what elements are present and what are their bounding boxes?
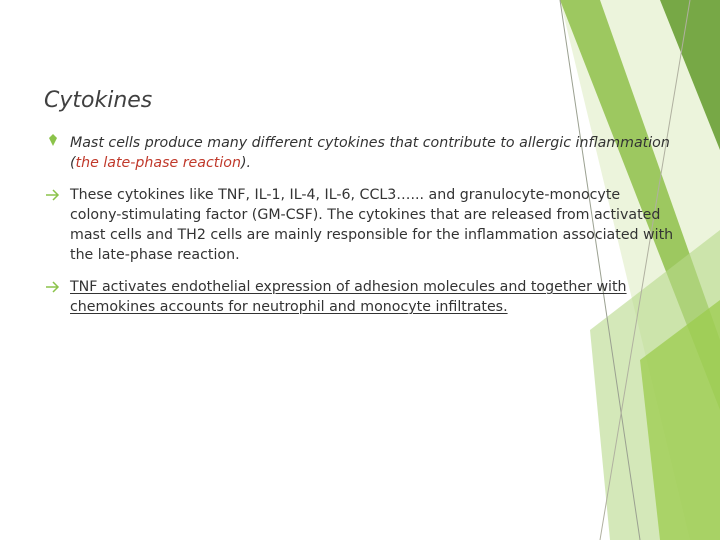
bullet-1-highlight: the late-phase reaction xyxy=(75,155,241,171)
diamond-bullet-icon xyxy=(44,133,64,153)
arrow-bullet-icon xyxy=(44,277,64,297)
slide-title: Cytokines xyxy=(44,88,153,113)
bullet-item-1 xyxy=(44,133,674,173)
bullet-2-text: These cytokines like TNF, IL-1, IL-4, IL-6, CCL3…... and granulocyte-monocyte colony-stimulating factor (GM-CSF). The cytokines that are released from activated mast cells and TH2 cells are mainly responsible for the inflammation associated with the late-phase reaction. xyxy=(70,187,674,263)
arrow-bullet-icon xyxy=(44,185,64,205)
bullet-item-3 xyxy=(44,277,674,317)
bullet-item-2 xyxy=(44,185,674,265)
bullet-1-text-end: ). xyxy=(240,155,251,171)
bullet-1-text: Mast cells produce many different cytokines that contribute to allergic inflammation ( xyxy=(70,135,670,171)
bullet-list xyxy=(44,133,674,329)
bullet-3-text: TNF activates endothelial expression of adhesion molecules and together with chemokines accounts for neutrophil and monocyte infiltrates. xyxy=(70,279,627,315)
